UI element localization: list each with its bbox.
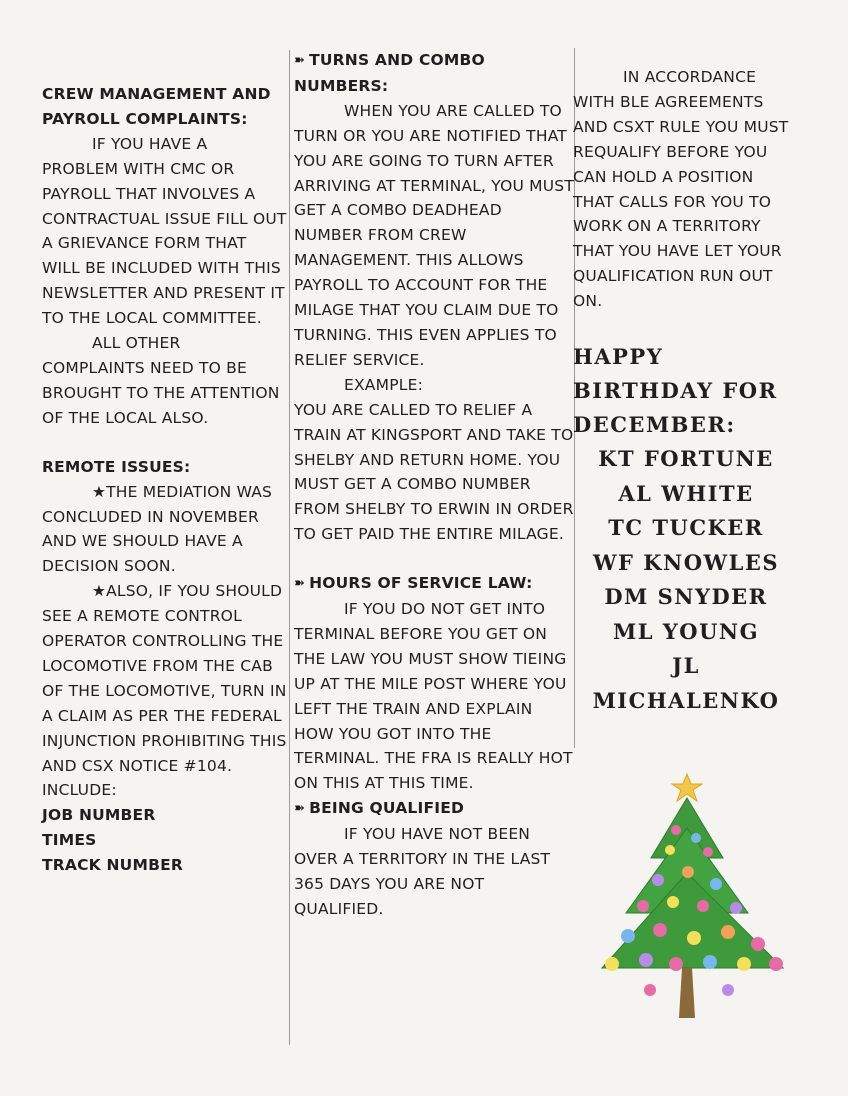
birthday-name: KT FORTUNE [598,446,774,472]
birthday-name: DM SNYDER [604,584,768,610]
column-divider-left [289,50,290,1045]
include-label: INCLUDE: [42,781,117,800]
paragraph-being-qualified: IF YOU HAVE NOT BEEN OVER A TERRITORY IN THE LAST 365 DAYS YOU ARE NOT QUALIFIED. [294,825,551,918]
birthday-name: JL [672,653,700,679]
include-item: TRACK NUMBER [42,856,184,875]
column-left [42,82,288,878]
heading-remote-issues: REMOTE ISSUES: [42,457,191,476]
paragraph-hours-of-service: IF YOU DO NOT GET INTO TERMINAL BEFORE YOU GET ON THE LAW YOU MUST SHOW TIEING UP AT THE MILE POST WHERE YOU LEFT THE TRAIN AND EXPLAIN HOW YOU GOT INTO THE TERMINAL. THE FRA IS REALLY HOT ON THIS AT THIS TIME. [294,600,573,793]
paragraph-other-complaints: ALL OTHER COMPLAINTS NEED TO BE BROUGHT TO THE ATTENTION OF THE LOCAL ALSO. [42,334,280,427]
column-right [573,65,799,718]
heading-crew-management: CREW MANAGEMENT AND PAYROLL COMPLAINTS: [42,85,271,128]
birthday-heading-line: DECEMBER: [573,412,736,438]
paragraph-cmc-problem: IF YOU HAVE A PROBLEM WITH CMC OR PAYROLL THAT INVOLVES A CONTRACTUAL ISSUE FILL OUT A GRIEVANCE FORM THAT WILL BE INCLUDED WITH THIS NEWSLETTER AND PRESENT IT TO THE LOCAL COMMITTEE. [42,134,287,328]
birthday-name: TC TUCKER [608,515,764,541]
arrow-bullet-icon: ➽ [294,801,306,817]
paragraph-requalify: IN ACCORDANCE WITH BLE AGREEMENTS AND CSXT RULE YOU MUST REQUALIFY BEFORE YOU CAN HOLD A POSITION THAT CALLS FOR YOU TO WORK ON A TERRITORY THAT YOU HAVE LET YOUR QUALIFICATION RUN OUT ON. [573,68,789,311]
heading-hours-of-service-text: HOURS OF SERVICE LAW: [309,574,533,593]
birthday-name: AL WHITE [618,480,754,506]
bullet-remote-operator: ★ALSO, IF YOU SHOULD SEE A REMOTE CONTROL OPERATOR CONTROLLING THE LOCOMOTIVE FROM THE CAB OF THE LOCOMOTIVE, TURN IN A CLAIM AS PER THE FEDERAL INJUNCTION PROHIBITING THIS AND CSX NOTICE #104. [42,582,287,775]
birthday-name: MICHALENKO [592,687,780,713]
heading-turns-combo [294,48,574,99]
paragraph-example: YOU ARE CALLED TO RELIEF A TRAIN AT KINGSPORT AND TAKE TO SHELBY AND RETURN HOME. YOU MUST GET A COMBO NUMBER FROM SHELBY TO ERWIN IN ORDER TO GET PAID THE ENTIRE MILAGE. [294,400,574,544]
include-item: TIMES [42,831,97,850]
example-label: EXAMPLE: [344,375,423,394]
birthday-name: WF KNOWLES [592,549,780,575]
column-middle [294,48,574,922]
christmas-tree-icon [598,768,788,1023]
include-item: JOB NUMBER [42,806,156,825]
birthday-name: ML YOUNG [612,618,760,644]
paragraph-turns: WHEN YOU ARE CALLED TO TURN OR YOU ARE NOTIFIED THAT YOU ARE GOING TO TURN AFTER ARRIVING AT TERMINAL, YOU MUST GET A COMBO DEADHEAD NUMBER FROM CREW MANAGEMENT. THIS ALLOWS PAYROLL TO ACCOUNT FOR THE MILAGE THAT YOU CLAIM DUE TO TURNING. THIS EVEN APPLIES TO RELIEF SERVICE. [294,101,574,369]
heading-hours-of-service [294,571,574,597]
birthday-heading-line: HAPPY [573,344,664,370]
heading-being-qualified [294,796,574,822]
arrow-bullet-icon: ➽ [294,53,306,68]
heading-turns-combo-text: TURNS AND COMBO NUMBERS: [294,51,485,95]
birthday-heading-line: BIRTHDAY FOR [573,378,778,404]
arrow-bullet-icon: ➽ [294,576,306,592]
bullet-mediation: ★THE MEDIATION WAS CONCLUDED IN NOVEMBER AND WE SHOULD HAVE A DECISION SOON. [42,482,273,576]
heading-being-qualified-text: BEING QUALIFIED [309,799,465,818]
birthday-names-list [573,442,799,718]
